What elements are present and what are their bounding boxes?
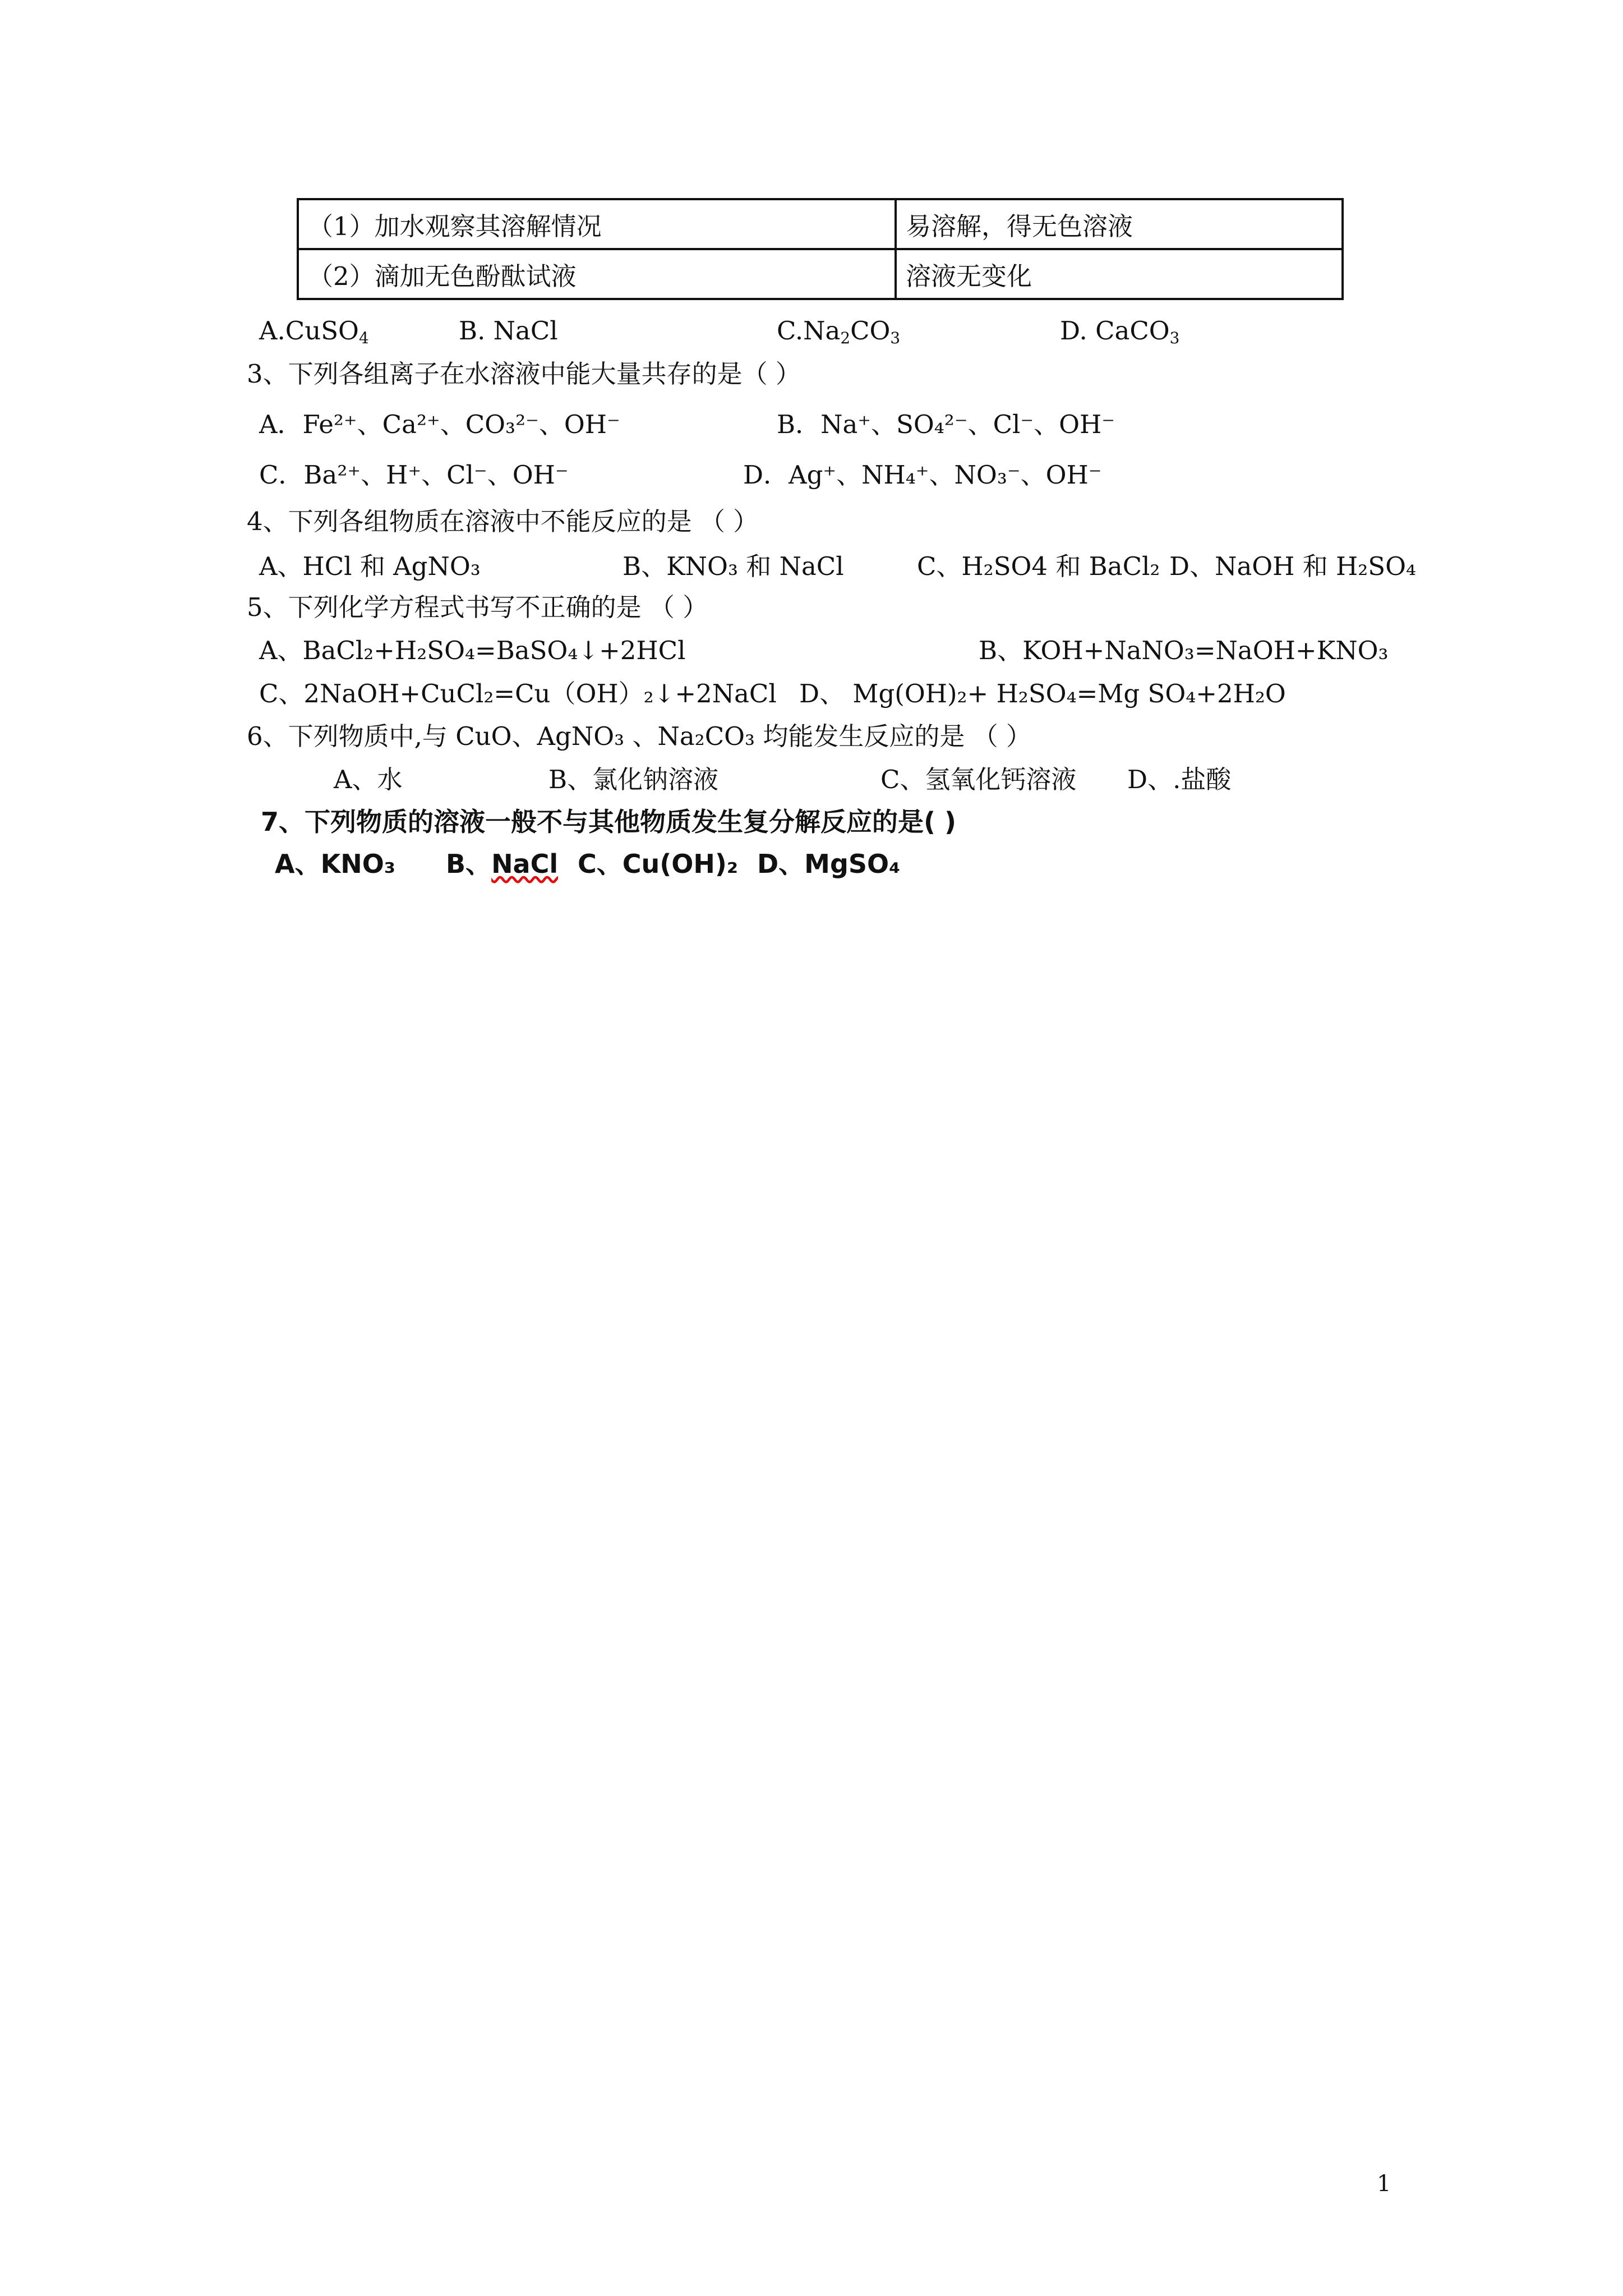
q6-option-d: D、.盐酸 [1127,765,1232,794]
q7-stem: 7、下列物质的溶液一般不与其他物质发生复分解反应的是( ) [261,807,957,837]
q2-option-c: $C.Na_2CO_3$ [777,316,901,347]
page-number: 1 [1377,2171,1391,2197]
q5-option-d: D、 Mg(OH)₂+ H₂SO₄=Mg SO₄+2H₂O [799,679,1286,708]
table-cell-result: 溶液无变化 [896,249,1343,299]
q2-option-a: A.CuSO$_4$ [259,316,369,347]
table-cell-step: （2）滴加无色酚酞试液 [298,249,896,299]
observation-table [297,198,1344,300]
q3-option-b: B．Na⁺、SO₄²⁻、Cl⁻、OH⁻ [777,409,1115,439]
table-cell-step: （1）加水观察其溶解情况 [298,199,896,249]
q6-stem: 6、下列物质中,与 CuO、AgNO₃ 、Na₂CO₃ 均能发生反应的是 （ ） [247,721,1031,751]
q5-option-c: C、2NaOH+CuCl₂=Cu（OH）₂↓+2NaCl [259,679,777,708]
q7-option-b: B、NaCl [446,849,559,879]
q3-option-c: C．Ba²⁺、H⁺、Cl⁻、OH⁻ [259,460,569,490]
q6-option-a: A、水 [334,765,403,794]
q6-option-b: B、氯化钠溶液 [548,765,719,794]
q7-option-c: C、Cu(OH)₂ [578,849,739,879]
q5-option-a: A、BaCl₂+H₂SO₄=BaSO₄↓+2HCl [259,636,686,665]
q2-option-d: D. CaCO$_3$ [1060,316,1180,347]
q4-stem: 4、下列各组物质在溶液中不能反应的是 （ ） [247,507,759,536]
q7-option-d: D、MgSO₄ [757,849,901,879]
q3-option-a: A．Fe²⁺、Ca²⁺、CO₃²⁻、OH⁻ [259,409,620,439]
q3-stem: 3、下列各组离子在水溶液中能大量共存的是（ ） [247,359,801,389]
q4-option-b: B、KNO₃ 和 NaCl [623,551,844,581]
q4-option-a: A、HCl 和 AgNO₃ [259,551,481,581]
q7-option-a: A、KNO₃ [275,849,395,879]
q5-option-b: B、KOH+NaNO₃=NaOH+KNO₃ [979,636,1389,665]
q6-option-c: C、氢氧化钙溶液 [880,765,1077,794]
q5-stem: 5、下列化学方程式书写不正确的是 （ ） [247,592,708,622]
table-row [298,199,1343,249]
q4-option-d: D、NaOH 和 H₂SO₄ [1169,551,1417,581]
table-row [298,249,1343,299]
table-cell-result: 易溶解，得无色溶液 [896,199,1343,249]
q3-option-d: D．Ag⁺、NH₄⁺、NO₃⁻、OH⁻ [743,460,1102,490]
q2-option-b: B. NaCl [459,316,558,346]
q4-option-c: C、H₂SO4 和 BaCl₂ [917,551,1160,581]
